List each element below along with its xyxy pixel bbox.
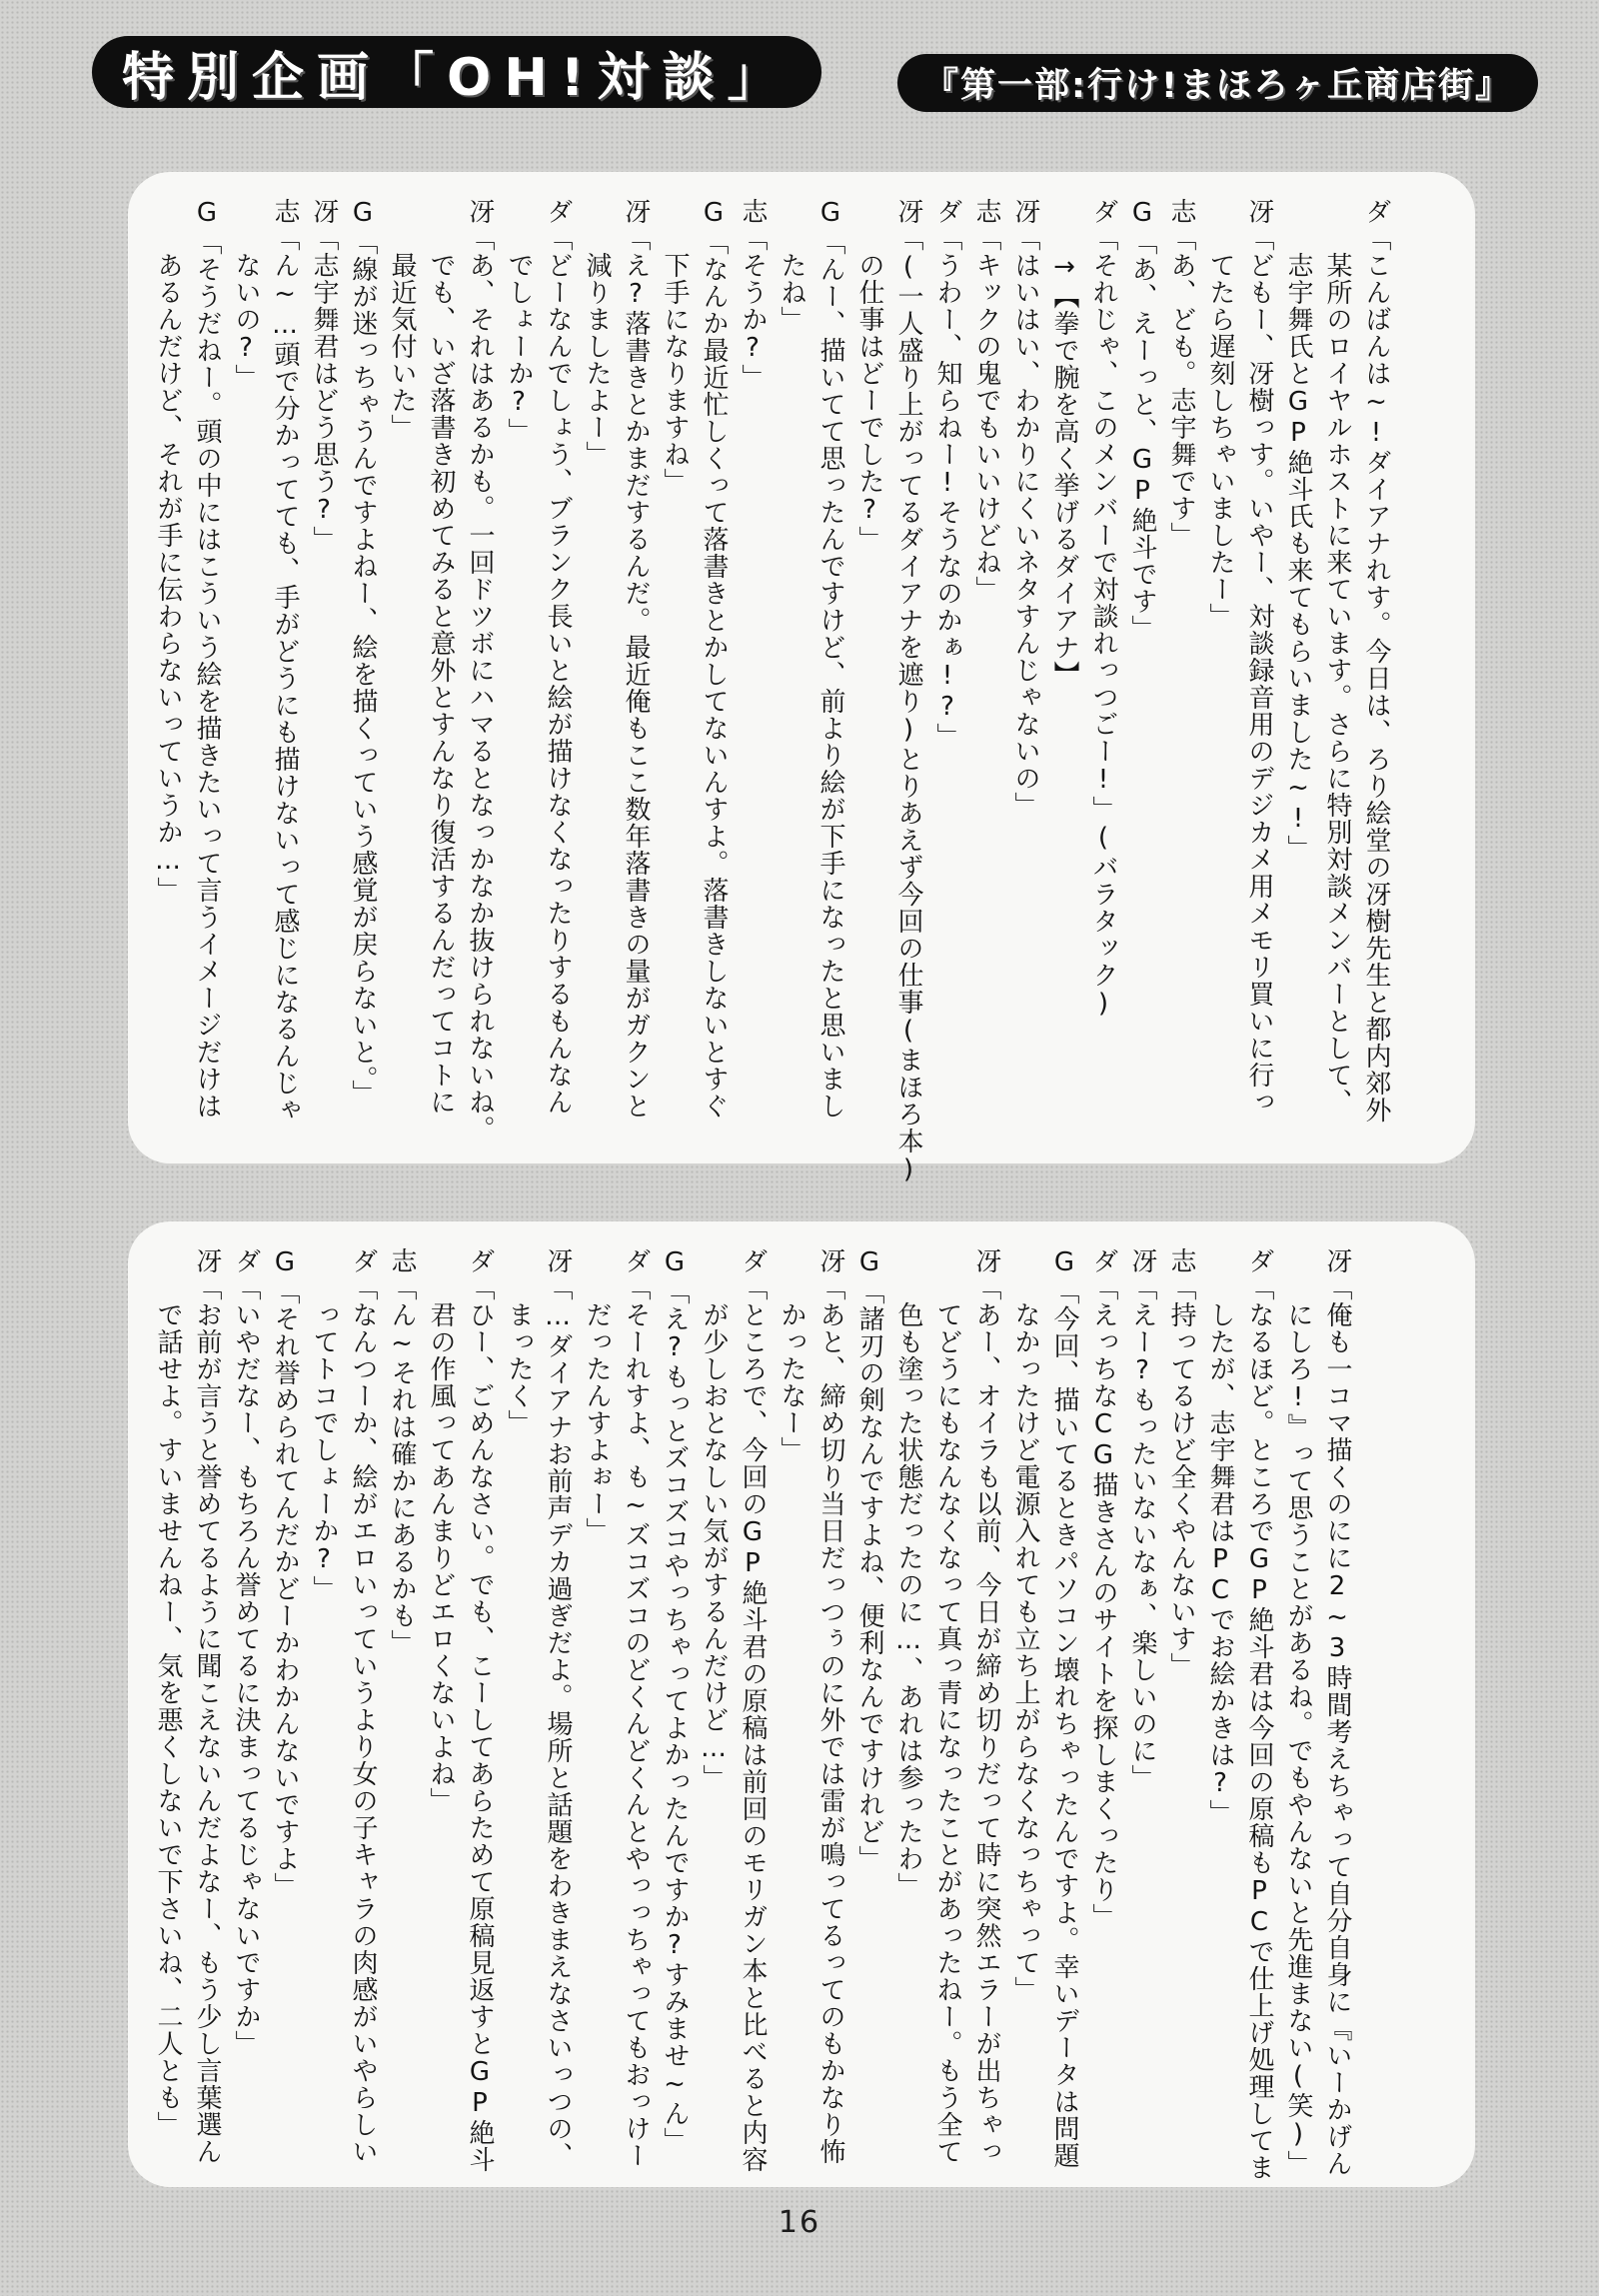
dialogue-line: 志「ん~…頭で分かってても、手がどうにも描けないって感じになるんじゃ (270, 198, 300, 1124)
dialogue-line: G「あ、えーっと、GP絶斗です」 (1127, 198, 1157, 642)
dialogue-line: でしょーか?」 (504, 252, 534, 445)
dialogue-line: 志「持ってるけど全くやんないす」 (1166, 1247, 1196, 1679)
dialogue-line: あるんだけど、それが手に伝わらないっていうか…」 (153, 252, 183, 904)
dialogue-line: ダ「いやだなー、もちろん誉めてるに決まってるじゃないですか」 (231, 1247, 261, 2057)
dialogue-line: にしろ!』って思うことがあるね。でもやんないと先進まない(笑)」 (1283, 1301, 1313, 2177)
page-title (92, 36, 821, 108)
dialogue-line: 冴「あー、オイラも以前、今日が締め切りだって時に突然エラーが出ちゃっ (971, 1247, 1001, 2165)
dialogue-line: 君の作風ってあんまりどエロくないよね」 (426, 1301, 456, 1814)
dialogue-line: G「線が迷っちゃうんですよねー、絵を描くっていう感覚が戻らないと。」 (348, 198, 378, 1107)
dialogue-line: ダ「なんつーか、絵がエロいっていうより女の子キャラの肉感がいやらしい (348, 1247, 378, 2165)
dialogue-line: ってトコでしょーか?」 (309, 1301, 339, 1602)
dialogue-line: 冴「お前が言うと誉めてるように聞こえないんだよなー、もう少し言葉選ん (192, 1247, 222, 2165)
dialogue-line: G「諸刃の剣なんですよね、便利なんですけれど」 (854, 1247, 884, 1872)
dialogue-line: だったんすよぉー」 (582, 1301, 612, 1544)
dialogue-line: 冴「俺も一コマ描くのにに2~3時間考えちゃって自分自身に『いーかげん (1322, 1247, 1352, 2177)
dialogue-line: ダ「ところで、今回のGP絶斗君の原稿は前回のモリガン本と比べると内容 (738, 1247, 768, 2173)
page-subtitle (897, 54, 1538, 112)
dialogue-line: G「今回、描いてるときパソコン壊れちゃったんですよ。幸いデータは問題 (1049, 1247, 1079, 2169)
dialogue-line: ダ「どーなんでしょう、ブランク長いと絵が描けなくなったりするもんなん (543, 198, 573, 1116)
dialogue-line: G「そうだねー。頭の中にはこういう絵を描きたいって言うイメージだけは (192, 198, 222, 1120)
dialogue-line: の仕事はどーでした?」 (854, 252, 884, 553)
page-number: 16 (778, 2205, 821, 2240)
dialogue-line: てたら遅刻しちゃいましたー」 (1205, 252, 1235, 630)
dialogue-line: G「え?もっとズコズコやっちゃってよかったんですか?すみませ~ん」 (660, 1247, 690, 2154)
dialogue-line: 志宇舞氏とGP絶斗氏も来てもらいました~!」 (1283, 252, 1313, 862)
dialogue-line: 某所のロイヤルホストに来ています。さらに特別対談メンバーとして、 (1322, 252, 1352, 1116)
dialogue-line: ダ「ひー、ごめんなさい。でも、こーしてあらためて原稿見返すとGP絶斗 (465, 1247, 495, 2173)
dialogue-line: が少しおとなしい気がするんだけど…」 (699, 1301, 729, 1791)
dialogue-line: 志「キックの鬼でもいいけどね」 (971, 198, 1001, 603)
dialogue-line: でも、いざ落書き初めてみると意外とすんなり復活するんだってコトに (426, 252, 456, 1116)
page-title-text: 特別企画「OH!対談」 (122, 47, 793, 108)
dialogue-line: G「んー、描いてて思ったんですけど、前より絵が下手になったと思いまし (815, 198, 845, 1120)
dialogue-line: 冴「あと、締め切り当日だっつぅのに外では雷が鳴ってるってのもかなり怖 (815, 1247, 845, 2165)
dialogue-line: ダ「そーれすよ、も~ズコズコのどくんどくんとやっっちゃってもおっけー (621, 1247, 651, 2169)
dialogue-line: かったなー」 (777, 1301, 806, 1463)
dialogue-line: 冴「あ、それはあるかも。一回ドツボにハマるとなっかなか抜けられないね。 (465, 198, 495, 1143)
dialogue-box-part1 (128, 172, 1475, 1185)
dialogue-line: ダ「なるほど。ところでGP絶斗君は今回の原稿もPCで仕上げ処理してま (1244, 1247, 1274, 2181)
dialogue-line: 冴「…ダイアナお前声デカ過ぎだよ。場所と話題をわきまえなさいっつの、 (543, 1247, 573, 2169)
dialogue-line: 冴「えー?もったいないなぁ、楽しいのに」 (1127, 1247, 1157, 1791)
dialogue-line: G「なんか最近忙しくって落書きとかしてないんすよ。落書きしないとすぐ (699, 198, 729, 1120)
dialogue-line: まったく」 (504, 1301, 534, 1436)
dialogue-line: →【拳で腕を高く挙げるダイアナ】 (1049, 252, 1079, 688)
dialogue-line: 志「あ、ども。志宇舞です」 (1166, 198, 1196, 549)
dialogue-line: 冴「はいはい、わかりにくいネタすんじゃないの」 (1010, 198, 1040, 819)
dialogue-line: 冴「え?落書きとかまだするんだ。最近俺もここ数年落書きの量がガクンと (621, 198, 651, 1120)
page-subtitle-text: 『第一部:行け!まほろヶ丘商店街』 (923, 66, 1512, 106)
dialogue-line: たね」 (777, 252, 806, 333)
dialogue-line: 冴「どもー、冴樹っす。いやー、対談録音用のデジカメ用メモリ買いに行っ (1244, 198, 1274, 1116)
dialogue-box-part2 (128, 1221, 1475, 2187)
dialogue-line: G「それ誉められてんだかどーかわかんないですよ」 (270, 1247, 300, 1899)
dialogue-line: ないの?」 (231, 252, 261, 391)
dialogue-line: ダ「えっちなCG描きさんのサイトを探しまくったり」 (1088, 1247, 1118, 1930)
dialogue-line: てどうにもなんなくなって真っ青になったことがあったねー。もう全て (932, 1301, 962, 2165)
dialogue-line: 下手になりますね」 (660, 252, 690, 495)
dialogue-line: 色も塗った状態だったのに…、あれは参ったわ」 (893, 1301, 923, 1899)
dialogue-text-bottom (148, 1247, 1356, 2181)
dialogue-line: 最近気付いた」 (387, 252, 417, 441)
dialogue-line: 冴「志宇舞君はどう思う?」 (309, 198, 339, 553)
dialogue-line: したが、志宇舞君はPCでお絵かきは?」 (1205, 1301, 1235, 1826)
dialogue-line: 志「ん~それは確かにあるかも」 (387, 1247, 417, 1656)
dialogue-line: なかったけど電源入れても立ち上がらなくなっちゃって」 (1010, 1301, 1040, 2003)
dialogue-line: 減りましたよー」 (582, 252, 612, 468)
dialogue-line: ダ「うわー、知らねー!そうなのかぁ!?」 (932, 198, 962, 750)
dialogue-text-top (148, 198, 1395, 1185)
dialogue-line: で話せよ。すいませんねー、気を悪くしないで下さいね、二人とも」 (153, 1301, 183, 2138)
dialogue-line: ダ「それじゃ、このメンバーで対談れっつごー!」(バラタック) (1088, 198, 1118, 1020)
dialogue-line: ダ「こんばんは~!ダイアナれす。今日は、ろり絵堂の冴樹先生と都内郊外 (1361, 198, 1391, 1124)
dialogue-line: 冴「(一人盛り上がってるダイアナを遮り)とりあえず今回の仕事(まほろ本) (893, 198, 923, 1185)
dialogue-line: 志「そうか?」 (738, 198, 768, 391)
